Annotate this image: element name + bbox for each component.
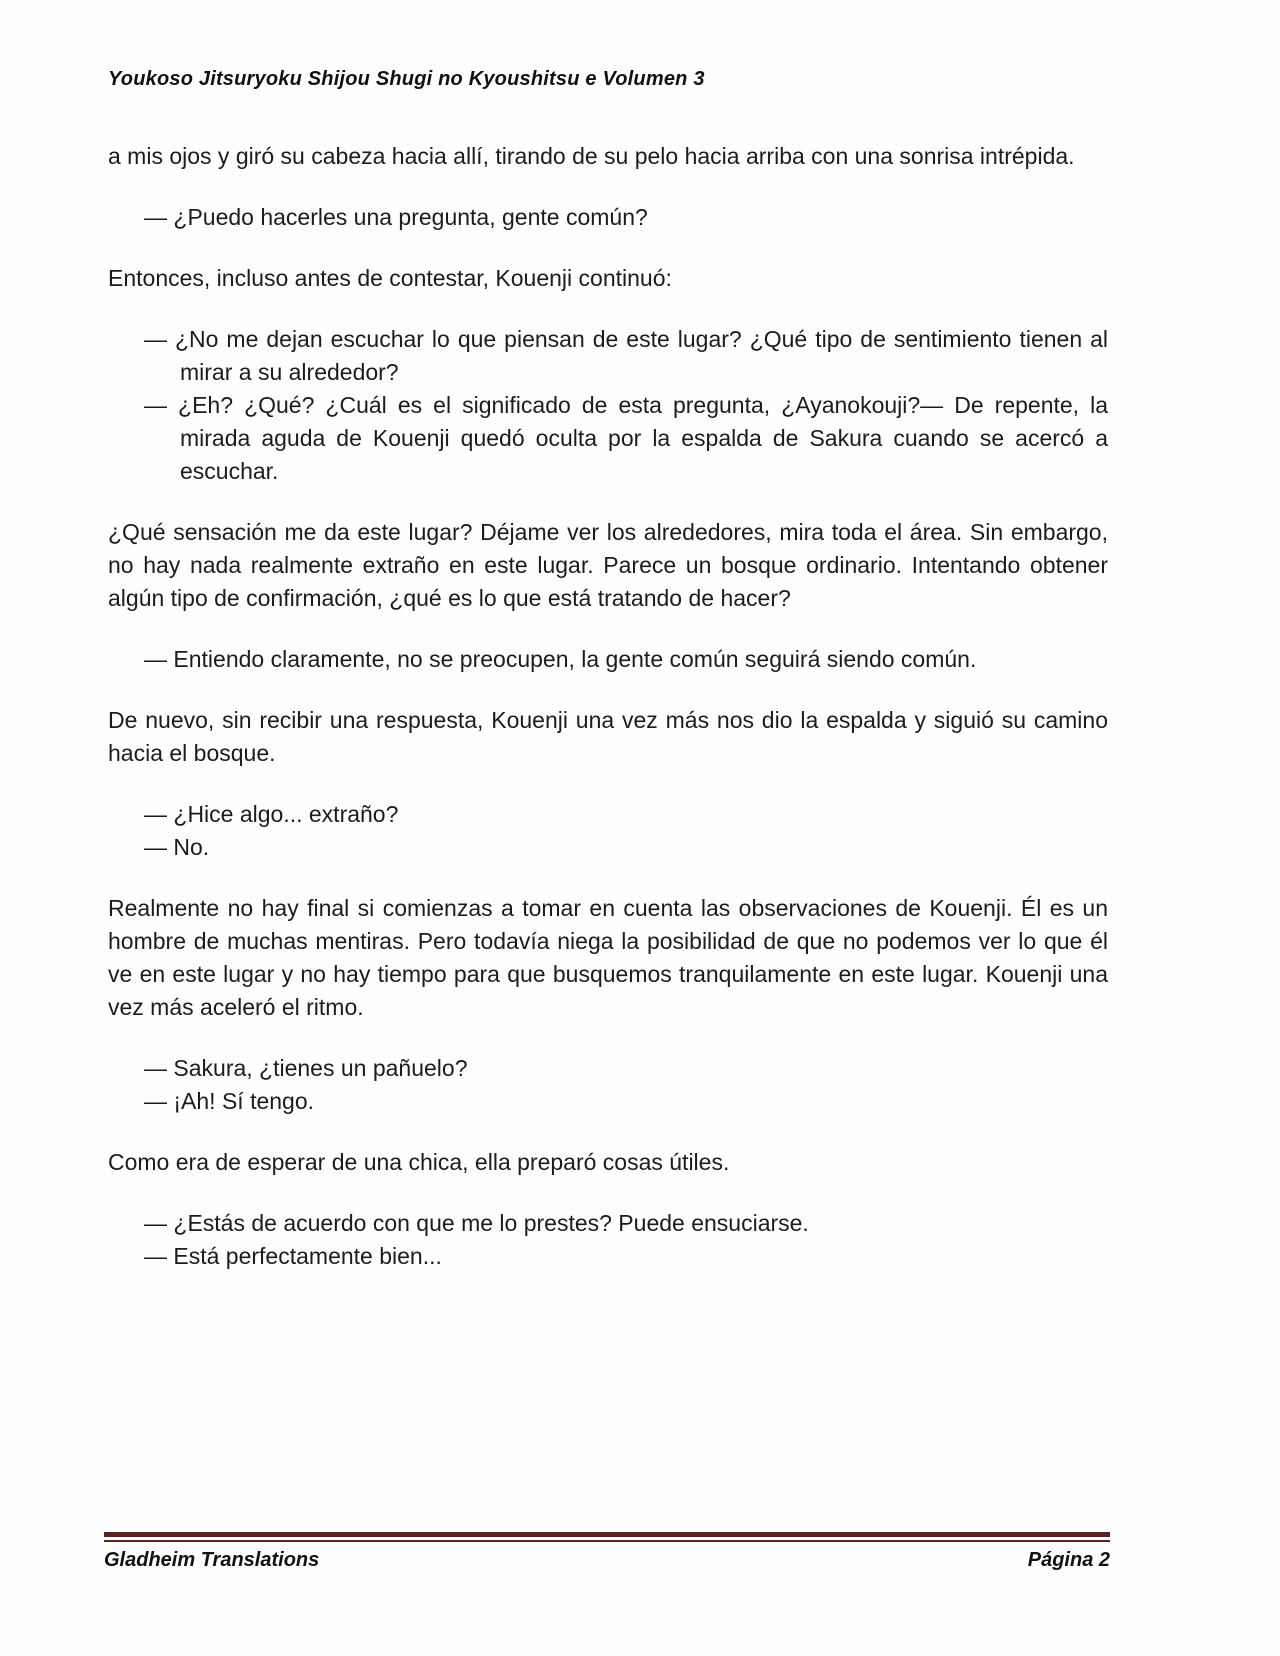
paragraph: a mis ojos y giró su cabeza hacia allí, tirando de su pelo hacia arriba con una sonrisa intrépida. <box>108 143 1075 169</box>
document-body <box>108 140 1108 1301</box>
dialogue-line: — ¡Ah! Sí tengo. <box>144 1088 315 1114</box>
dialogue-line: — ¿Eh? ¿Qué? ¿Cuál es el significado de esta pregunta, ¿Ayanokouji?— De repente, la mirada aguda de Kouenji quedó oculta por la espalda de Sakura cuando se acercó a escuchar. <box>144 392 1108 484</box>
dialogue-group <box>108 201 1108 234</box>
dialogue-line: — ¿No me dejan escuchar lo que piensan de este lugar? ¿Qué tipo de sentimiento tienen al mirar a su alrededor? <box>144 326 1108 385</box>
dialogue-group <box>108 1052 1108 1118</box>
document-title: Youkoso Jitsuryoku Shijou Shugi no Kyoushitsu e Volumen 3 <box>108 68 705 90</box>
paragraph: De nuevo, sin recibir una respuesta, Kouenji una vez más nos dio la espalda y siguió su camino hacia el bosque. <box>108 707 1108 766</box>
footer-translator: Gladheim Translations <box>104 1549 320 1571</box>
dialogue-group <box>108 798 1108 864</box>
dialogue-line: — ¿Hice algo... extraño? <box>144 801 399 827</box>
page-footer <box>104 1532 1110 1572</box>
dialogue-group <box>108 1207 1108 1273</box>
dialogue-line: — ¿Puedo hacerles una pregunta, gente común? <box>144 204 648 230</box>
footer-page-number: Página 2 <box>1027 1549 1110 1571</box>
dialogue-line: — Está perfectamente bien... <box>144 1243 442 1269</box>
dialogue-line: — Entiendo claramente, no se preocupen, la gente común seguirá siendo común. <box>144 646 977 672</box>
dialogue-group <box>108 323 1108 488</box>
footer-rule <box>104 1532 1110 1542</box>
dialogue-line: — ¿Estás de acuerdo con que me lo prestes? Puede ensuciarse. <box>144 1210 809 1236</box>
dialogue-group <box>108 643 1108 676</box>
dialogue-line: — No. <box>144 834 210 860</box>
paragraph: ¿Qué sensación me da este lugar? Déjame ver los alrededores, mira toda el área. Sin embargo, no hay nada realmente extraño en este lugar. Parece un bosque ordinario. Intentando obtener algún tipo de confirmación, ¿qué es lo que está tratando de hacer? <box>108 519 1108 611</box>
paragraph: Entonces, incluso antes de contestar, Kouenji continuó: <box>108 265 672 291</box>
paragraph: Realmente no hay final si comienzas a tomar en cuenta las observaciones de Kouenji. Él es un hombre de muchas mentiras. Pero todavía niega la posibilidad de que no podemos ver lo que él ve en este lugar y no hay tiempo para que busquemos tranquilamente en este lugar. Kouenji una vez más aceleró el ritmo. <box>108 895 1108 1020</box>
paragraph: Como era de esperar de una chica, ella preparó cosas útiles. <box>108 1149 730 1175</box>
dialogue-line: — Sakura, ¿tienes un pañuelo? <box>144 1055 468 1081</box>
